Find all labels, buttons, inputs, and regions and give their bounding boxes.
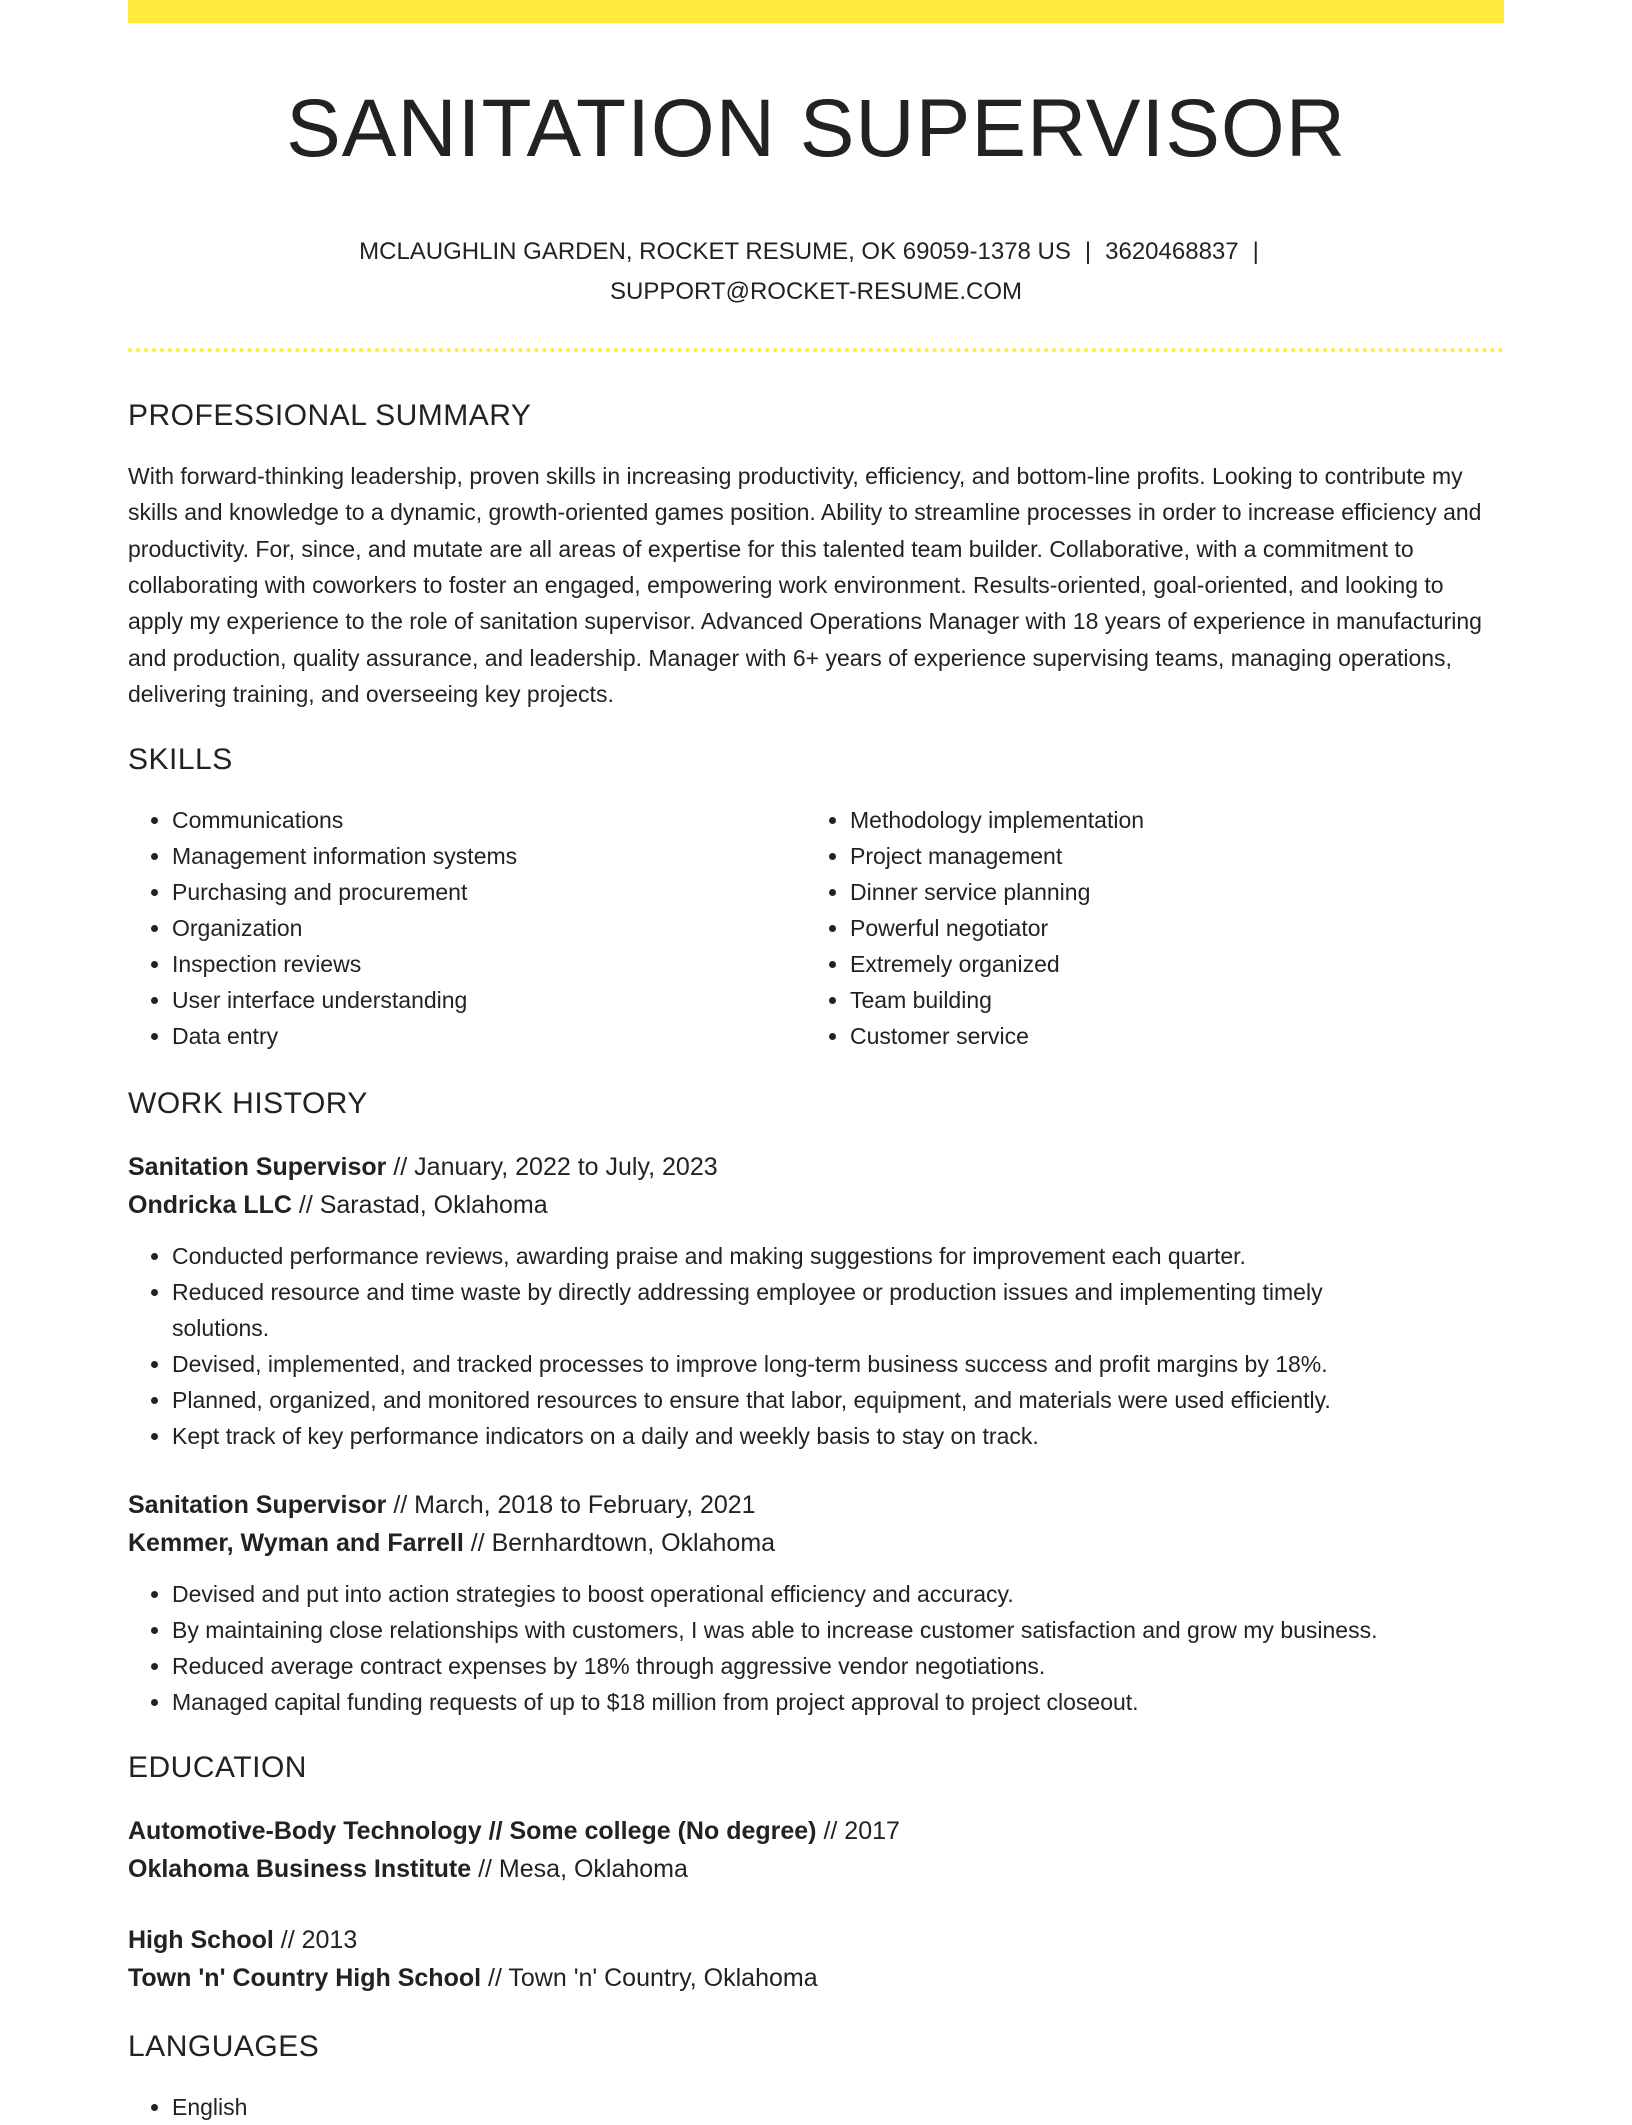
job-bullets: [128, 1576, 1504, 1720]
education-school-line: [128, 1959, 1504, 1997]
section-heading-education: EDUCATION: [128, 1751, 307, 1785]
job-bullet: • Managed capital funding requests of up to $18 million from project approval to project closeout.: [172, 1684, 1504, 1720]
contact-phone: 3620468837: [1105, 238, 1239, 266]
resume-name: SANITATION SUPERVISOR: [286, 83, 1346, 174]
job-bullet: • By maintaining close relationships with customers, I was able to increase customer satisfaction and grow my business.: [172, 1612, 1504, 1648]
skill-item: • Customer service: [850, 1018, 1484, 1054]
skills-column-right: [806, 802, 1484, 1054]
skill-item: • Dinner service planning: [850, 874, 1484, 910]
education-degree-line: [128, 1921, 1504, 1959]
education-school: Town 'n' Country High School: [128, 1964, 482, 1993]
accent-top-bar: [128, 0, 1504, 23]
contact-info: [256, 232, 1376, 312]
education-degree: Automotive-Body Technology // Some college (No degree): [128, 1817, 817, 1846]
job-location: // Sarastad, Oklahoma: [298, 1191, 548, 1220]
job-bullet: • Planned, organized, and monitored resources to ensure that labor, equipment, and materials were used efficiently.: [172, 1382, 1504, 1418]
section-heading-languages: LANGUAGES: [128, 2030, 320, 2064]
job-company-line: [128, 1186, 1504, 1224]
job-entry: [128, 1486, 1504, 1720]
contact-separator: |: [1084, 238, 1092, 266]
job-bullet: • Conducted performance reviews, awarding praise and making suggestions for improvement each quarter.: [172, 1238, 1504, 1274]
job-company-line: [128, 1524, 1504, 1562]
job-bullet: • Reduced resource and time waste by directly addressing employee or production issues and implementing timely solutions.: [172, 1274, 1504, 1346]
job-bullet: • Reduced average contract expenses by 18% through aggressive vendor negotiations.: [172, 1648, 1504, 1684]
job-bullets: [128, 1238, 1504, 1454]
skill-item: • User interface understanding: [172, 982, 806, 1018]
skill-item: • Communications: [172, 802, 806, 838]
education-school-line: [128, 1850, 1504, 1888]
education-entry: [128, 1921, 1504, 1997]
resume-page: [128, 0, 1504, 2125]
education-entry: [128, 1812, 1504, 1888]
skill-item: • Management information systems: [172, 838, 806, 874]
contact-separator: |: [1252, 238, 1259, 266]
job-company: Kemmer, Wyman and Farrell: [128, 1529, 464, 1558]
education-location: // Mesa, Oklahoma: [478, 1855, 688, 1884]
skill-item: • Purchasing and procurement: [172, 874, 806, 910]
section-heading-summary: PROFESSIONAL SUMMARY: [128, 399, 532, 433]
section-heading-skills: SKILLS: [128, 743, 233, 777]
job-title-line: [128, 1148, 1504, 1186]
skill-item: • Methodology implementation: [850, 802, 1484, 838]
skills-list: [128, 802, 1504, 1054]
job-title: Sanitation Supervisor: [128, 1153, 387, 1182]
job-title: Sanitation Supervisor: [128, 1491, 387, 1520]
job-entry: [128, 1148, 1504, 1454]
section-heading-work-history: WORK HISTORY: [128, 1087, 368, 1121]
skill-item: • Inspection reviews: [172, 946, 806, 982]
job-bullet: • Devised, implemented, and tracked processes to improve long-term business success and profit margins by 18%.: [172, 1346, 1504, 1382]
education-degree: High School: [128, 1926, 274, 1955]
skill-item: • Extremely organized: [850, 946, 1484, 982]
job-location: // Bernhardtown, Oklahoma: [470, 1529, 776, 1558]
summary-text: With forward-thinking leadership, proven skills in increasing productivity, efficiency, and bottom-line profits. Looking to contribute my skills and knowledge to a dynamic, growth-oriented games position. Ability to streamline processes in order to increase efficiency and productivity. For, since, and mutate are all areas of expertise for this talented team builder. Collaborative, with a commitment to collaborating with coworkers to foster an engaged, empowering work environment. Results-oriented, goal-oriented, and looking to apply my experience to the role of sanitation supervisor. Advanced Operations Manager with 18 years of experience in manufacturing and production, quality assurance, and leadership. Manager with 6+ years of experience supervising teams, managing operations, delivering training, and overseeing key projects.: [128, 463, 1482, 707]
skill-item: • Project management: [850, 838, 1484, 874]
contact-address: MCLAUGHLIN GARDEN, ROCKET RESUME, OK 69059-1378 US: [359, 238, 1071, 266]
job-dates: // January, 2022 to July, 2023: [393, 1153, 718, 1182]
job-dates: // March, 2018 to February, 2021: [393, 1491, 756, 1520]
skill-item: • Organization: [172, 910, 806, 946]
job-title-line: [128, 1486, 1504, 1524]
job-company: Ondricka LLC: [128, 1191, 292, 1220]
skill-item: • Powerful negotiator: [850, 910, 1484, 946]
education-year: // 2017: [823, 1817, 900, 1846]
education-degree-line: [128, 1812, 1504, 1850]
contact-email[interactable]: SUPPORT@ROCKET-RESUME.COM: [610, 278, 1022, 306]
skill-item: • Team building: [850, 982, 1484, 1018]
languages-list: [128, 2089, 1504, 2125]
skills-column-left: [128, 802, 806, 1054]
education-school: Oklahoma Business Institute: [128, 1855, 472, 1884]
job-bullet: • Kept track of key performance indicators on a daily and weekly basis to stay on track.: [172, 1418, 1504, 1454]
job-bullet: • Devised and put into action strategies to boost operational efficiency and accuracy.: [172, 1576, 1504, 1612]
education-year: // 2013: [280, 1926, 358, 1955]
skill-item: • Data entry: [172, 1018, 806, 1054]
dotted-divider: [128, 348, 1504, 352]
education-location: // Town 'n' Country, Oklahoma: [488, 1964, 818, 1993]
language-item: • English: [172, 2089, 1504, 2125]
